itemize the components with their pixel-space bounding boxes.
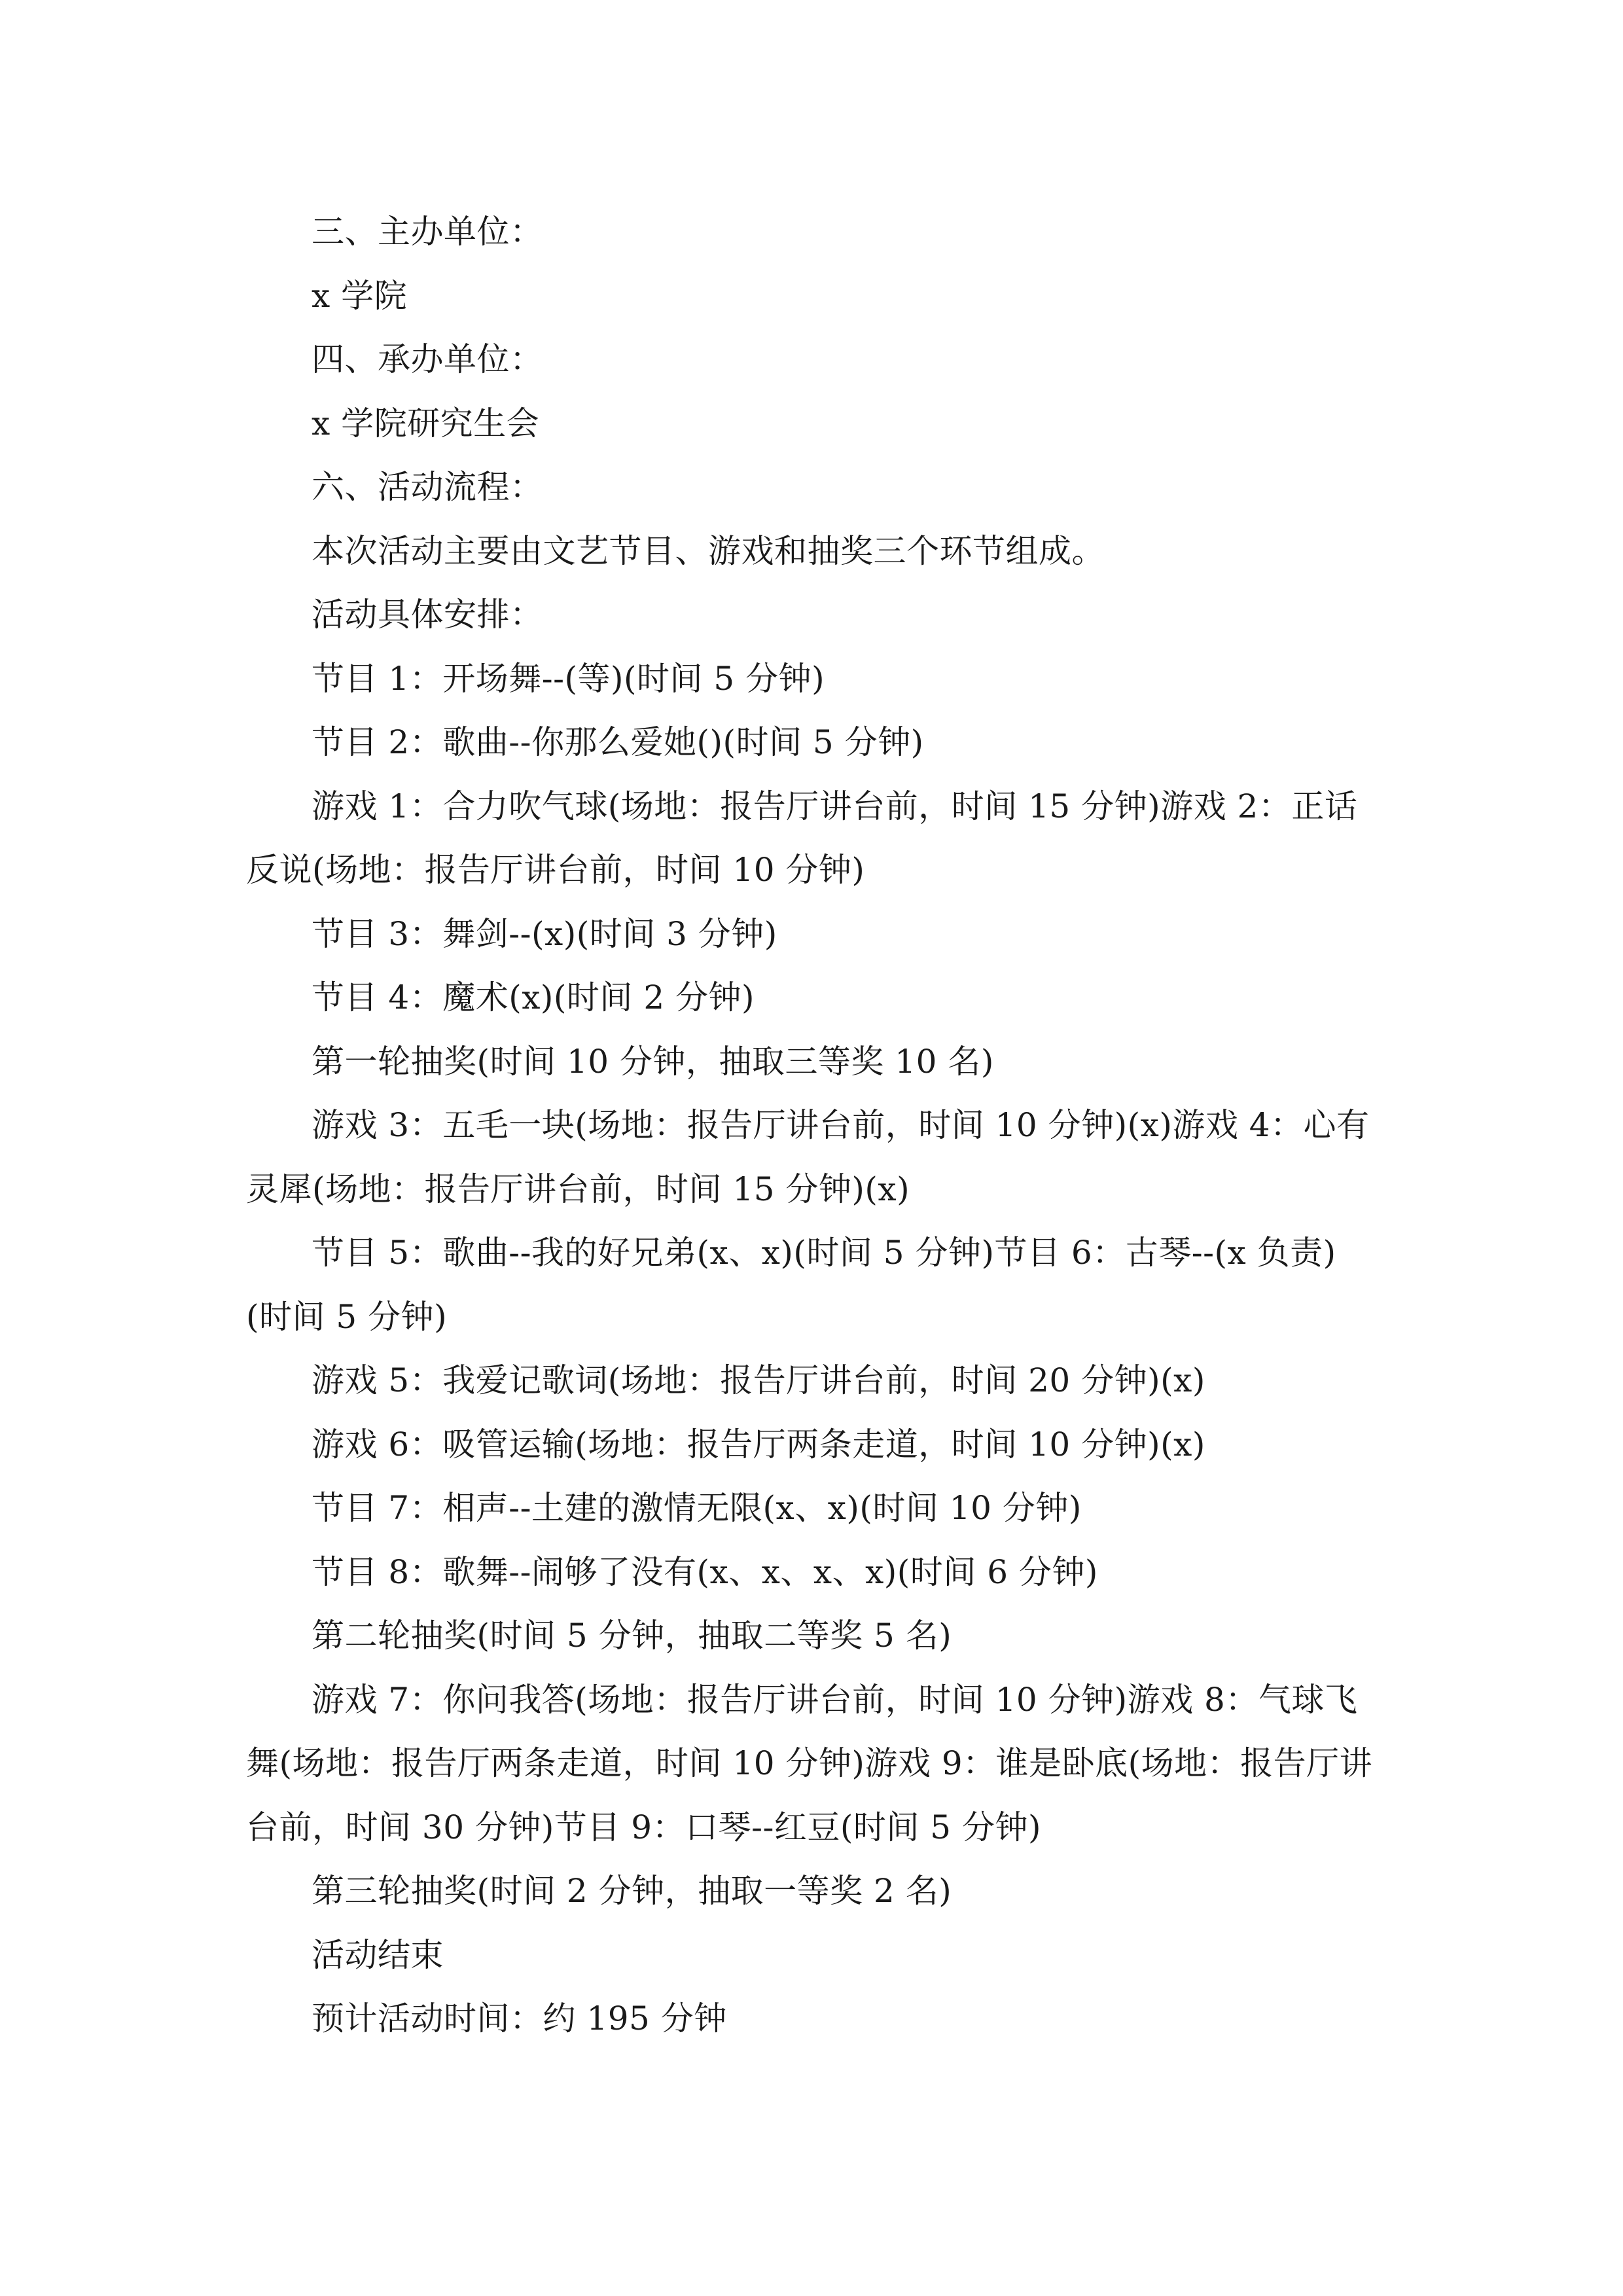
section-heading-organizer: 三、主办单位： bbox=[312, 213, 543, 251]
schedule-item: 节目 2：歌曲--你那么爱她()(时间 5 分钟) bbox=[312, 723, 924, 761]
schedule-item: 节目 1：开场舞--(等)(时间 5 分钟) bbox=[312, 659, 825, 698]
co-organizer-name: x 学院研究生会 bbox=[312, 404, 540, 442]
schedule-item: 游戏 7：你问我答(场地：报告厅讲台前，时间 10 分钟)游戏 8：气球飞舞(场地：报告厅两条走道，时间 10 分钟)游戏 9：谁是卧底(场地：报告厅讲台前，时间 30 分钟)节目 9：口琴--红豆(时间 5 分钟) bbox=[246, 1680, 1373, 1846]
section-heading-process: 六、活动流程： bbox=[312, 468, 543, 506]
estimated-duration: 预计活动时间：约 195 分钟 bbox=[312, 2000, 727, 2037]
schedule-item: 节目 8：歌舞--闹够了没有(x、x、x、x)(时间 6 分钟) bbox=[312, 1552, 1098, 1591]
schedule-item: 节目 3：舞剑--(x)(时间 3 分钟) bbox=[312, 914, 777, 953]
event-end: 活动结束 bbox=[312, 1935, 444, 1974]
process-summary: 本次活动主要由文艺节目、游戏和抽奖三个环节组成。 bbox=[312, 531, 1105, 570]
schedule-item: 游戏 6：吸管运输(场地：报告厅两条走道，时间 10 分钟)(x) bbox=[312, 1425, 1205, 1463]
document-body bbox=[246, 200, 1378, 2051]
lottery-round: 第二轮抽奖(时间 5 分钟，抽取二等奖 5 名) bbox=[312, 1617, 952, 1655]
schedule-item: 游戏 1：合力吹气球(场地：报告厅讲台前，时间 15 分钟)游戏 2：正话反说(场地：报告厅讲台前，时间 10 分钟) bbox=[246, 787, 1358, 889]
section-heading-co-organizer: 四、承办单位： bbox=[312, 340, 543, 378]
schedule-item: 游戏 3：五毛一块(场地：报告厅讲台前，时间 10 分钟)(x)游戏 4：心有灵犀(场地：报告厅讲台前，时间 15 分钟)(x) bbox=[246, 1106, 1370, 1208]
schedule-item: 节目 5：歌曲--我的好兄弟(x、x)(时间 5 分钟)节目 6：古琴--(x 负责)(时间 5 分钟) bbox=[246, 1234, 1336, 1336]
schedule-heading: 活动具体安排： bbox=[312, 596, 543, 634]
schedule-item: 游戏 5：我爱记歌词(场地：报告厅讲台前，时间 20 分钟)(x) bbox=[312, 1361, 1205, 1399]
lottery-round: 第一轮抽奖(时间 10 分钟，抽取三等奖 10 名) bbox=[312, 1042, 994, 1081]
schedule-item: 节目 4：魔术(x)(时间 2 分钟) bbox=[312, 978, 755, 1016]
lottery-round: 第三轮抽奖(时间 2 分钟，抽取一等奖 2 名) bbox=[312, 1872, 952, 1910]
schedule-item: 节目 7：相声--土建的激情无限(x、x)(时间 10 分钟) bbox=[312, 1489, 1082, 1527]
organizer-name: x 学院 bbox=[312, 276, 408, 315]
